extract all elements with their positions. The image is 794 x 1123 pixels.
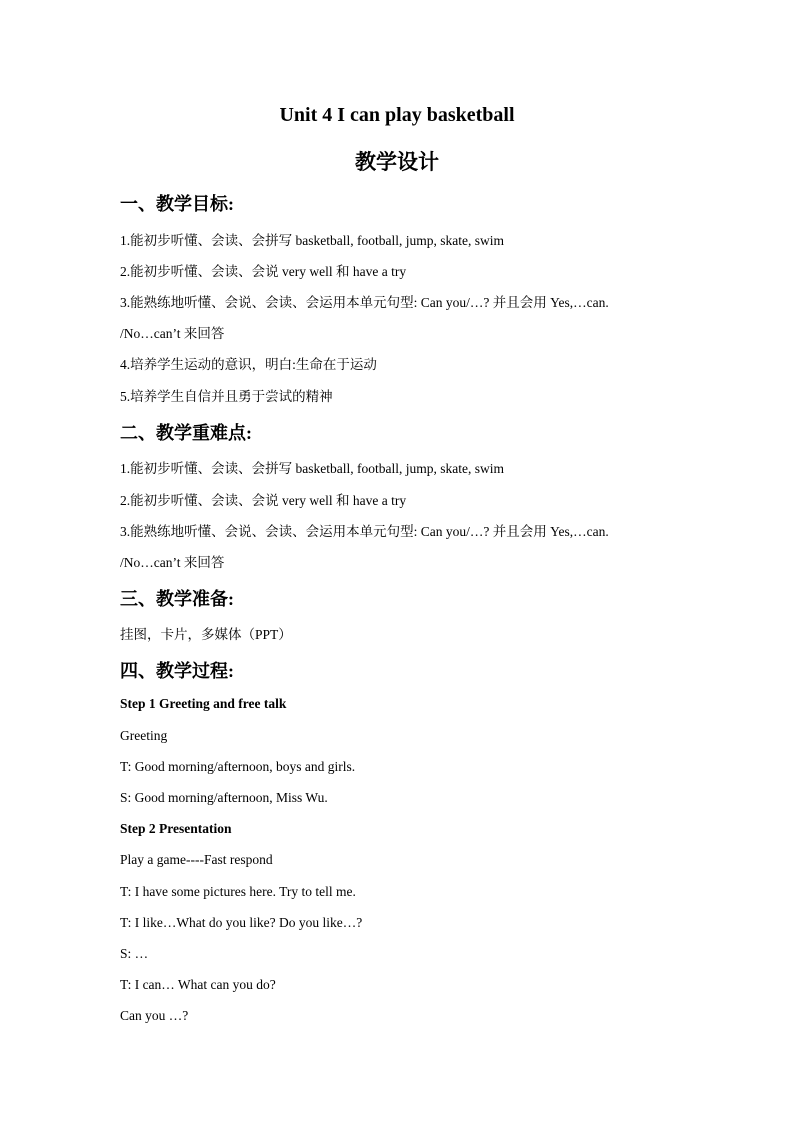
step2-line: T: I can… What can you do?: [120, 977, 276, 992]
key-point-line: 2.能初步听懂、会读、会说 very well 和 have a try: [120, 493, 407, 508]
step1-line: S: Good morning/afternoon, Miss Wu.: [120, 790, 328, 805]
key-point-line: 1.能初步听懂、会读、会拼写 basketball, football, jump, skate, swim: [120, 461, 504, 476]
step2-title: Step 2 Presentation: [120, 821, 232, 836]
objective-line: 5.培养学生自信并且勇于尝试的精神: [120, 389, 333, 404]
objective-line: /No…can’t 来回答: [120, 326, 225, 341]
objective-line: 2.能初步听懂、会读、会说 very well 和 have a try: [120, 264, 407, 279]
step2-line: Can you …?: [120, 1008, 189, 1023]
preparation-line: 挂图，卡片，多媒体（PPT）: [120, 627, 292, 642]
document-subtitle: 教学设计: [355, 150, 439, 174]
section-heading-objectives: 一、教学目标:: [120, 194, 234, 214]
step2-line: Play a game----Fast respond: [120, 852, 273, 867]
step1-title: Step 1 Greeting and free talk: [120, 696, 287, 711]
section-heading-key-points: 二、教学重难点:: [120, 423, 252, 443]
step2-line: S: …: [120, 946, 149, 961]
step2-line: T: I like…What do you like? Do you like…?: [120, 915, 363, 930]
objective-line: 3.能熟练地听懂、会说、会读、会运用本单元句型: Can you/…? 并且会用 Yes,…can.: [120, 295, 609, 310]
section-heading-process: 四、教学过程:: [120, 661, 234, 681]
objective-line: 1.能初步听懂、会读、会拼写 basketball, football, jump, skate, swim: [120, 233, 504, 248]
step1-line: T: Good morning/afternoon, boys and girls.: [120, 759, 356, 774]
step1-line: Greeting: [120, 728, 168, 743]
section-heading-preparation: 三、教学准备:: [120, 589, 234, 609]
document-title: Unit 4 I can play basketball: [279, 104, 515, 126]
objective-line: 4.培养学生运动的意识，明白:生命在于运动: [120, 357, 377, 372]
step2-line: T: I have some pictures here. Try to tell me.: [120, 884, 356, 899]
key-point-line: 3.能熟练地听懂、会说、会读、会运用本单元句型: Can you/…? 并且会用 Yes,…can.: [120, 524, 609, 539]
key-point-line: /No…can’t 来回答: [120, 555, 225, 570]
